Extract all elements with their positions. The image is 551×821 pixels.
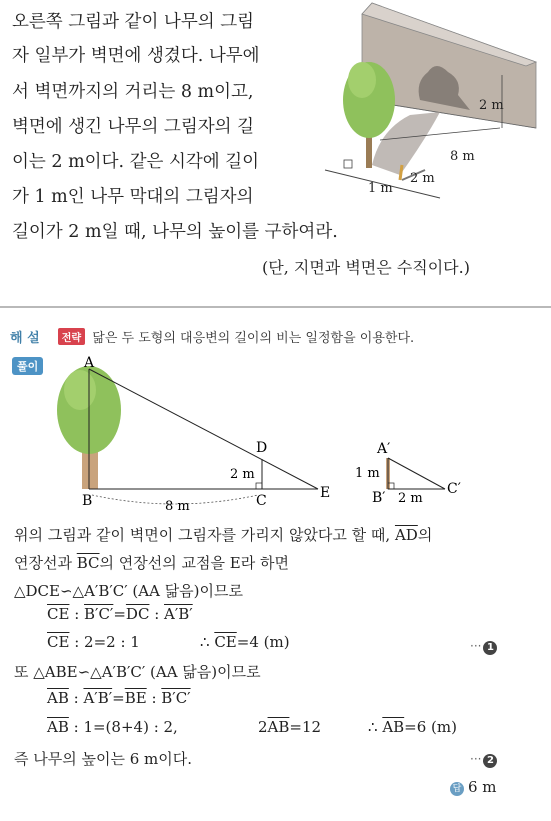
l7b: : (68, 689, 84, 707)
l4b: : (69, 605, 85, 623)
solution-header (10, 327, 414, 346)
answer-value: 6 m (468, 778, 497, 796)
label-A2: A′ (377, 441, 391, 457)
line-A2C2 (388, 458, 445, 489)
l8f: ∴ (368, 718, 383, 736)
seg-B2C2-2: B′C′ (161, 689, 191, 707)
seg-A2B2-2: A′B′ (83, 689, 113, 707)
seg-AB-4: $\overline{AB}$ (382, 718, 405, 736)
label-BC-8m: 8 m (165, 499, 190, 514)
solution-line-4 (47, 605, 193, 623)
seg-AD: $\overline{AD}$ (394, 526, 418, 544)
seg-AB-3: $\overline{AB}$ (267, 718, 290, 736)
solution-line-5 (47, 633, 140, 651)
solution-line-8-result (368, 718, 457, 736)
problem-line-5: 이는 2 m이다. 같은 시각에 길이 (12, 152, 260, 172)
seg-AB-2: $\overline{AB}$ (47, 718, 69, 736)
l5c: ∴ (200, 633, 215, 651)
solution-line-8 (47, 718, 178, 736)
l1a: 위의 그림과 같이 벽면이 그림자를 가리지 않았다고 할 때, (14, 526, 395, 544)
marker-1-dots: ··· (470, 639, 482, 653)
strategy-tag: 전략 (58, 328, 85, 345)
seg-CE: $\overline{CE}$ (47, 605, 70, 623)
seg-AB: $\overline{AB}$ (47, 689, 69, 707)
l5b: : 2=2 : 1 (69, 633, 140, 651)
label-A: A (84, 355, 95, 371)
seg-CE-2: $\overline{CE}$ (47, 633, 70, 651)
l5e: =4 (m) (236, 633, 290, 651)
solution-line-3: △DCE∽△A′B′C′ (AA 닮음)이므로 (14, 582, 243, 600)
solution-figure (0, 355, 551, 515)
solution-line-2 (14, 552, 289, 573)
l1c: 의 (417, 526, 433, 544)
label-shadow-2m: 2 m (410, 171, 435, 186)
label-E: E (320, 485, 331, 501)
seg-DC: $\overline{DC}$ (125, 605, 150, 623)
problem-line-1: 오른쪽 그림과 같이 나무의 그림 (12, 12, 255, 32)
puli-tag: 풀이 (12, 357, 43, 375)
strategy-text: 닮은 두 도형의 대응변의 길이의 비는 일정함을 이용한다. (92, 331, 415, 346)
sol-tree-crown-2 (64, 370, 96, 410)
label-A2B2-1m: 1 m (355, 466, 380, 481)
problem-line-7: 길이가 2 m일 때, 나무의 높이를 구하여라. (12, 222, 338, 242)
marker-1 (470, 639, 497, 655)
solution-line-8-mid (258, 718, 321, 736)
label-8m: 8 m (450, 149, 475, 164)
solution-line-6: 또 △ABE∽△A′B′C′ (AA 닮음)이므로 (14, 663, 261, 681)
tree-crown-2 (348, 62, 376, 98)
seg-BC: $\overline{BC}$ (76, 554, 100, 572)
label-C: C (256, 493, 267, 509)
l8c: 2 (258, 718, 268, 736)
l4f: : (149, 605, 165, 623)
marker-2 (470, 752, 497, 768)
l8e: =12 (289, 718, 322, 736)
label-B2C2-2m: 2 m (398, 491, 423, 506)
problem-line-3: 서 벽면까지의 거리는 8 m이고, (12, 82, 254, 102)
problem-figure (0, 0, 551, 230)
seg-B2C2: B′C′ (84, 605, 114, 623)
solution-line-1 (14, 524, 432, 545)
haeseol-label: 해 설 (10, 331, 40, 346)
marker-2-dots: ··· (470, 752, 482, 766)
seg-CE-3: $\overline{CE}$ (214, 633, 237, 651)
answer-badge: 답 (450, 782, 464, 796)
problem-line-6: 가 1 m인 나무 막대의 그림자의 (12, 187, 254, 207)
label-B2: B′ (372, 490, 386, 506)
solution-line-9: 즉 나무의 높이는 6 m이다. (14, 750, 193, 768)
l7d: = (112, 689, 125, 707)
label-DC-2m: 2 m (230, 467, 255, 482)
problem-note: (단, 지면과 벽면은 수직이다.) (262, 258, 470, 277)
label-wall-2m: 2 m (479, 98, 504, 113)
right-angle-mark (344, 160, 352, 168)
problem-line-4: 벽면에 생긴 나무의 그림자의 길 (12, 117, 255, 137)
solution-line-5-result (200, 633, 290, 651)
line-AE (89, 369, 318, 489)
l7f: : (146, 689, 162, 707)
right-angle-C (256, 483, 262, 489)
l2c: 의 연장선의 교점을 E라 하면 (99, 554, 289, 572)
label-C2: C′ (447, 481, 461, 497)
l8h: =6 (m) (404, 718, 457, 736)
seg-BE: $\overline{BE}$ (124, 689, 147, 707)
label-D: D (256, 440, 268, 456)
stick (400, 165, 402, 180)
l2a: 연장선과 (14, 554, 77, 572)
l8b: : 1=(8+4) : 2, (68, 718, 178, 736)
l4d: = (113, 605, 126, 623)
seg-A2B2: A′B′ (164, 605, 193, 623)
label-B: B (82, 493, 93, 509)
answer (450, 778, 497, 796)
section-divider (0, 306, 551, 308)
problem-line-2: 자 일부가 벽면에 생겼다. 나무에 (12, 46, 260, 66)
solution-line-7 (47, 689, 191, 707)
marker-2-num: 2 (483, 754, 497, 768)
marker-1-num: 1 (483, 641, 497, 655)
label-stick-1m: 1 m (368, 181, 393, 196)
